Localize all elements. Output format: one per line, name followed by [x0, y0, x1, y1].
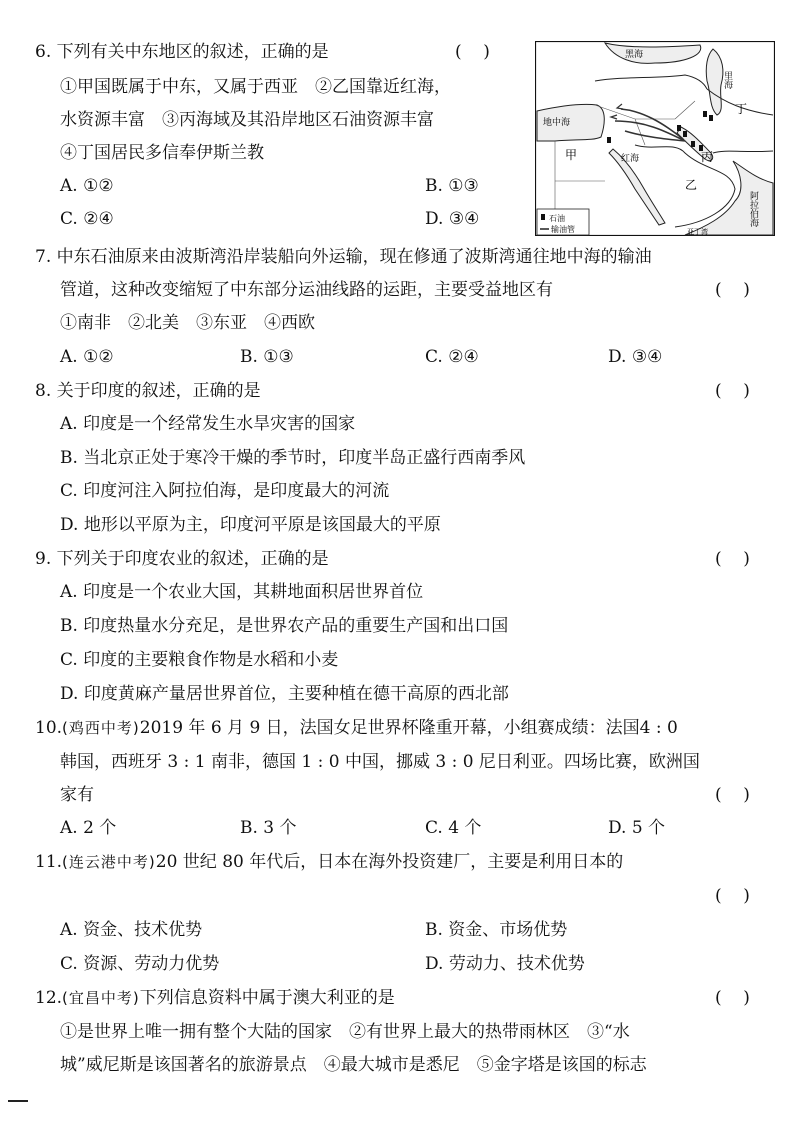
q11-option-c: C. 资源、劳动力优势 [60, 954, 220, 974]
map-label-black-sea: 黑海 [625, 50, 644, 60]
q10-option-a: A. 2 个 [60, 818, 117, 838]
q7-line3: ①南非 ②北美 ③东亚 ④西欧 [60, 313, 315, 333]
q7-line1: 7. 中东石油原来由波斯湾沿岸装船向外运输，现在修通了波斯湾通往地中海的输油 [35, 247, 652, 267]
q7-option-b: B. ①③ [240, 347, 294, 367]
q10-answer-paren: ( ) [715, 785, 750, 805]
map-label-caspian: 里海 [722, 71, 732, 89]
q8-answer-paren: ( ) [715, 381, 750, 401]
q10-option-c: C. 4 个 [425, 818, 482, 838]
q9-answer-paren: ( ) [715, 549, 750, 569]
q7-line2: 管道，这种改变缩短了中东部分运油线路的运距，主要受益地区有 [60, 280, 553, 300]
map-label-bing: 丙 [701, 150, 714, 164]
q12-line1 [35, 988, 395, 1008]
middle-east-map [535, 41, 775, 236]
q9-option-a: A. 印度是一个农业大国，其耕地面积居世界首位 [60, 582, 424, 602]
q10-option-d: D. 5 个 [608, 818, 666, 838]
q10-line2: 韩国，西班牙 3 : 1 南非，德国 1 : 0 中国，挪威 3 : 0 尼日利亚。四场比赛，欧洲国 [60, 752, 700, 772]
map-label-arabian-sea: 阿拉伯海 [748, 191, 758, 227]
q6-stem: 6. 下列有关中东地区的叙述，正确的是 [35, 42, 329, 62]
q10-option-b: B. 3 个 [240, 818, 297, 838]
q12-number: 12. [35, 988, 63, 1008]
q11-number: 11. [35, 852, 63, 872]
q12-line3: 城”威尼斯是该国著名的旅游景点 ④最大城市是悉尼 ⑤金字塔是该国的标志 [60, 1055, 647, 1075]
q6-option-c: C. ②④ [60, 209, 114, 229]
map-label-mediterranean: 地中海 [543, 118, 571, 128]
q9-stem: 9. 下列关于印度农业的叙述，正确的是 [35, 549, 329, 569]
q6-answer-paren: ( ) [455, 42, 490, 62]
q7-option-a: A. ①② [60, 347, 114, 367]
q7-option-c: C. ②④ [425, 347, 479, 367]
q10-line3: 家有 [60, 785, 94, 805]
q6-option-a: A. ①② [60, 176, 114, 196]
q11-option-b: B. 资金、市场优势 [425, 920, 568, 940]
q12-line1-text: 下列信息资料中属于澳大利亚的是 [139, 988, 395, 1008]
q7-answer-paren: ( ) [715, 280, 750, 300]
q8-option-d: D. 地形以平原为主，印度河平原是该国最大的平原 [60, 515, 441, 535]
q11-line1-text: 20 世纪 80 年代后，日本在海外投资建厂，主要是利用日本的 [155, 852, 624, 872]
q6-option-d: D. ③④ [425, 209, 480, 229]
q11-source: (连云港中考) [62, 853, 156, 871]
q11-option-a: A. 资金、技术优势 [60, 920, 203, 940]
q7-option-d: D. ③④ [608, 347, 663, 367]
legend-pipeline: 输油管 [551, 225, 575, 234]
q6-line3: ④丁国居民多信奉伊斯兰教 [60, 143, 264, 163]
q11-answer-paren: ( ) [715, 886, 750, 906]
q9-option-b: B. 印度热量水分充足，是世界农产品的重要生产国和出口国 [60, 616, 509, 636]
q8-stem: 8. 关于印度的叙述，正确的是 [35, 381, 261, 401]
q8-option-c: C. 印度河注入阿拉伯海，是印度最大的河流 [60, 481, 390, 501]
q8-option-b: B. 当北京正处于寒冷干燥的季节时，印度半岛正盛行西南季风 [60, 448, 526, 468]
q10-line1 [35, 718, 678, 738]
q10-source: (鸡西中考) [62, 719, 140, 737]
q6-option-b: B. ①③ [425, 176, 479, 196]
page-footer-mark [8, 1100, 28, 1102]
q6-line2: 水资源丰富 ③丙海域及其沿岸地区石油资源丰富 [60, 110, 434, 130]
q9-option-d: D. 印度黄麻产量居世界首位，主要种植在德干高原的西北部 [60, 684, 509, 704]
q12-answer-paren: ( ) [715, 988, 750, 1008]
q11-option-d: D. 劳动力、技术优势 [425, 954, 585, 974]
q10-line1-text: 2019 年 6 月 9 日，法国女足世界杯隆重开幕，小组赛成绩：法国4 : 0 [139, 718, 678, 738]
q6-line1: ①甲国既属于中东，又属于西亚 ②乙国靠近红海， [60, 77, 451, 97]
q11-line1 [35, 852, 623, 872]
q12-source: (宜昌中考) [62, 989, 140, 1007]
map-label-jia: 甲 [565, 148, 578, 162]
map-label-partial: 亚丁湾 [687, 228, 708, 236]
map-label-yi: 乙 [685, 178, 698, 192]
q9-option-c: C. 印度的主要粮食作物是水稻和小麦 [60, 650, 339, 670]
q10-number: 10. [35, 718, 63, 738]
map-label-red-sea: 红海 [621, 154, 640, 164]
legend-oil: 石油 [549, 214, 565, 223]
map-label-ding: 丁 [735, 102, 748, 116]
q12-line2: ①是世界上唯一拥有整个大陆的国家 ②有世界上最大的热带雨林区 ③“水 [60, 1022, 630, 1042]
q8-option-a: A. 印度是一个经常发生水旱灾害的国家 [60, 414, 356, 434]
